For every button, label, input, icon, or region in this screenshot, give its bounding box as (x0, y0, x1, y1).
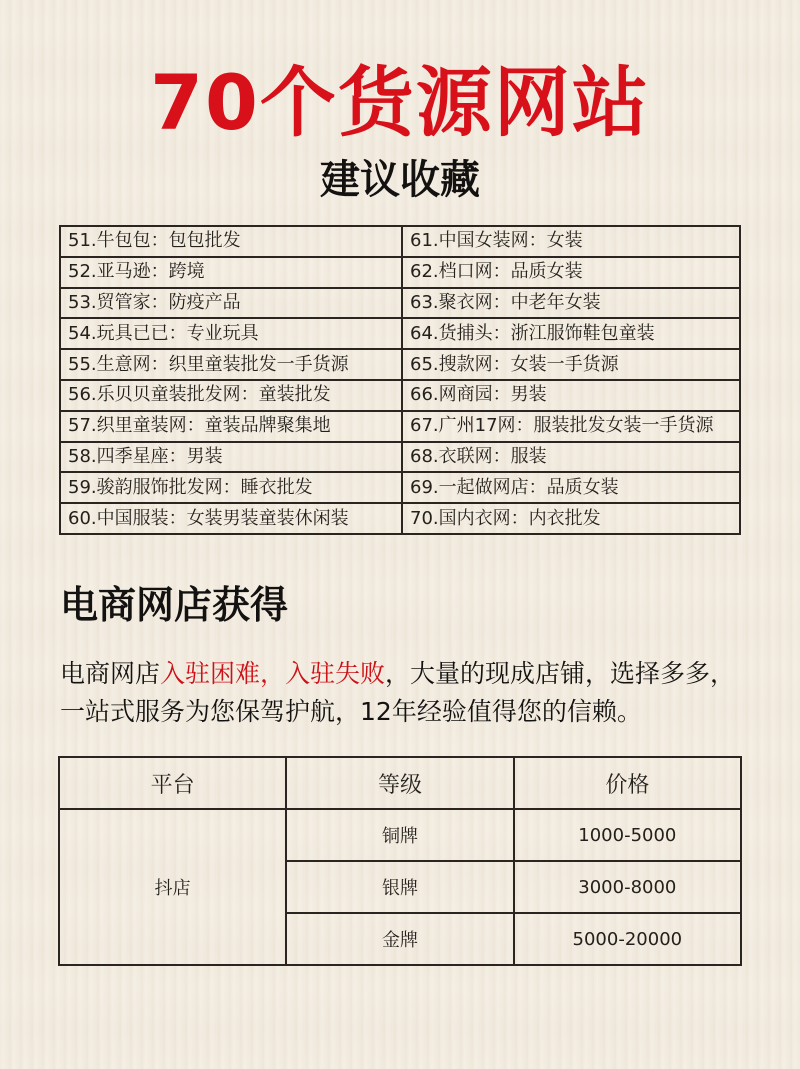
section-description (60, 655, 750, 731)
site-cell: 52.亚马逊：跨境 (60, 257, 402, 288)
page-subtitle: 建议收藏 (320, 157, 480, 203)
column-header-level: 等级 (286, 757, 513, 809)
site-cell: 60.中国服装：女装男装童装休闲装 (60, 503, 402, 534)
price-cell: 1000-5000 (514, 809, 741, 861)
site-cell: 54.玩具已已：专业玩具 (60, 318, 402, 349)
site-cell: 63.聚衣网：中老年女装 (402, 288, 740, 319)
source-sites-table (59, 225, 741, 535)
table-row (60, 318, 740, 349)
table-row (60, 411, 740, 442)
desc-text: ，大量的现成店铺，选择多多，一站式服务为您保驾护航，12年经验值得您的信赖。 (60, 659, 736, 726)
table-row (60, 380, 740, 411)
table-row (60, 257, 740, 288)
table-row (60, 503, 740, 534)
site-cell: 58.四季星座：男装 (60, 442, 402, 473)
table-row (60, 288, 740, 319)
table-header-row (59, 757, 741, 809)
site-cell: 53.贸管家：防疫产品 (60, 288, 402, 319)
page-title: 70个货源网站 (150, 58, 650, 147)
site-cell: 51.牛包包：包包批发 (60, 226, 402, 257)
site-cell: 64.货捕头：浙江服饰鞋包童装 (402, 318, 740, 349)
site-cell: 69.一起做网店：品质女装 (402, 472, 740, 503)
site-cell: 57.织里童装网：童装品牌聚集地 (60, 411, 402, 442)
level-cell: 金牌 (286, 913, 513, 965)
level-cell: 铜牌 (286, 809, 513, 861)
site-cell: 55.生意网：织里童装批发一手货源 (60, 349, 402, 380)
price-table (58, 756, 742, 966)
site-cell: 62.档口网：品质女装 (402, 257, 740, 288)
site-cell: 66.网商园：男装 (402, 380, 740, 411)
table-row (60, 349, 740, 380)
site-cell: 61.中国女装网：女装 (402, 226, 740, 257)
site-cell: 59.骏韵服饰批发网：睡衣批发 (60, 472, 402, 503)
site-cell: 70.国内衣网：内衣批发 (402, 503, 740, 534)
table-row (60, 442, 740, 473)
site-cell: 68.衣联网：服装 (402, 442, 740, 473)
platform-cell: 抖店 (59, 809, 286, 965)
price-cell: 3000-8000 (514, 861, 741, 913)
section-heading: 电商网店获得 (60, 583, 289, 627)
level-cell: 银牌 (286, 861, 513, 913)
table-row (59, 809, 741, 861)
site-cell: 56.乐贝贝童装批发网：童装批发 (60, 380, 402, 411)
column-header-platform: 平台 (59, 757, 286, 809)
desc-text: 电商网店 (60, 659, 161, 688)
table-row (60, 472, 740, 503)
site-cell: 67.广州17网：服装批发女装一手货源 (402, 411, 740, 442)
column-header-price: 价格 (514, 757, 741, 809)
site-cell: 65.搜款网：女装一手货源 (402, 349, 740, 380)
desc-highlight: 入驻困难，入驻失败 (160, 659, 386, 688)
price-cell: 5000-20000 (514, 913, 741, 965)
table-row (60, 226, 740, 257)
